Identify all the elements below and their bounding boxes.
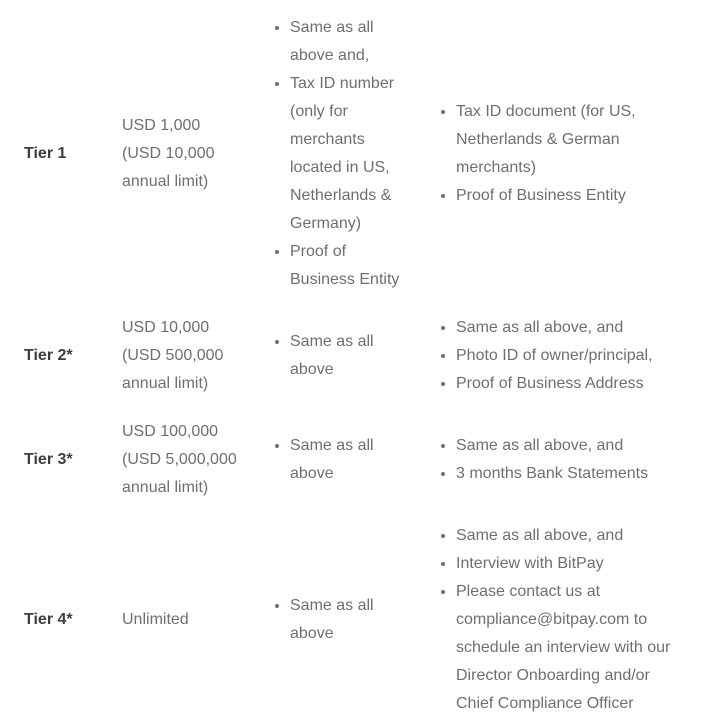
list-item: • Proof of Business Entity	[456, 182, 687, 210]
list-item: • Same as all above, and	[456, 314, 687, 342]
requirements-list	[271, 14, 413, 294]
tier-limit	[110, 522, 259, 718]
list-item: • Same as all above	[290, 432, 413, 488]
limit-line: annual limit)	[122, 479, 209, 496]
documents-list	[437, 98, 687, 210]
tier-documents	[425, 314, 699, 418]
tier-requirements	[259, 418, 425, 522]
documents-list	[437, 314, 687, 398]
list-item: • Tax ID number (only for merchants located in US, Netherlands & Germany)	[290, 70, 413, 238]
tier-limit	[110, 418, 259, 522]
requirements-list	[271, 328, 413, 384]
list-item: • Same as all above and,	[290, 14, 413, 70]
list-item: • Same as all above	[290, 592, 413, 648]
tier-name: Tier 4*	[24, 611, 73, 628]
requirements-list	[271, 432, 413, 488]
tier-row	[12, 14, 699, 314]
tier-requirements	[259, 522, 425, 718]
tier-requirements	[259, 314, 425, 418]
requirements-list	[271, 592, 413, 648]
tier-name: Tier 2*	[24, 347, 73, 364]
limit-line: USD 100,000	[122, 423, 219, 440]
list-item: • Interview with BitPay	[456, 550, 687, 578]
tier-documents	[425, 14, 699, 314]
list-item: • Tax ID document (for US, Netherlands & German merchants)	[456, 98, 687, 182]
tier-limit	[110, 314, 259, 418]
tier-limit	[110, 14, 259, 314]
limit-line: annual limit)	[122, 375, 209, 392]
limit-line: USD 10,000	[122, 319, 210, 336]
limit-line: Unlimited	[122, 611, 189, 628]
list-item: • Same as all above, and	[456, 432, 687, 460]
limit-line: annual limit)	[122, 173, 209, 190]
documents-list	[437, 522, 687, 718]
tier-documents	[425, 418, 699, 522]
tier-row	[12, 418, 699, 522]
list-item: • Same as all above, and	[456, 522, 687, 550]
limit-line: (USD 500,000	[122, 347, 224, 364]
limit-line: USD 1,000	[122, 117, 201, 134]
tier-name: Tier 3*	[24, 451, 73, 468]
tier-row	[12, 522, 699, 718]
list-item: • Please contact us at compliance@bitpay.com to schedule an interview with our Director Onboarding and/or Chief Compliance Officer	[456, 578, 687, 718]
tier-table	[12, 14, 699, 718]
tier-documents	[425, 522, 699, 718]
list-item: • Proof of Business Address	[456, 370, 687, 398]
list-item: • Same as all above	[290, 328, 413, 384]
documents-list	[437, 432, 687, 488]
list-item: • 3 months Bank Statements	[456, 460, 687, 488]
tier-name: Tier 1	[24, 145, 67, 162]
list-item: • Photo ID of owner/principal,	[456, 342, 687, 370]
tier-requirements	[259, 14, 425, 314]
limit-line: (USD 5,000,000	[122, 451, 237, 468]
tier-row	[12, 314, 699, 418]
limit-line: (USD 10,000	[122, 145, 215, 162]
list-item: • Proof of Business Entity	[290, 238, 413, 294]
